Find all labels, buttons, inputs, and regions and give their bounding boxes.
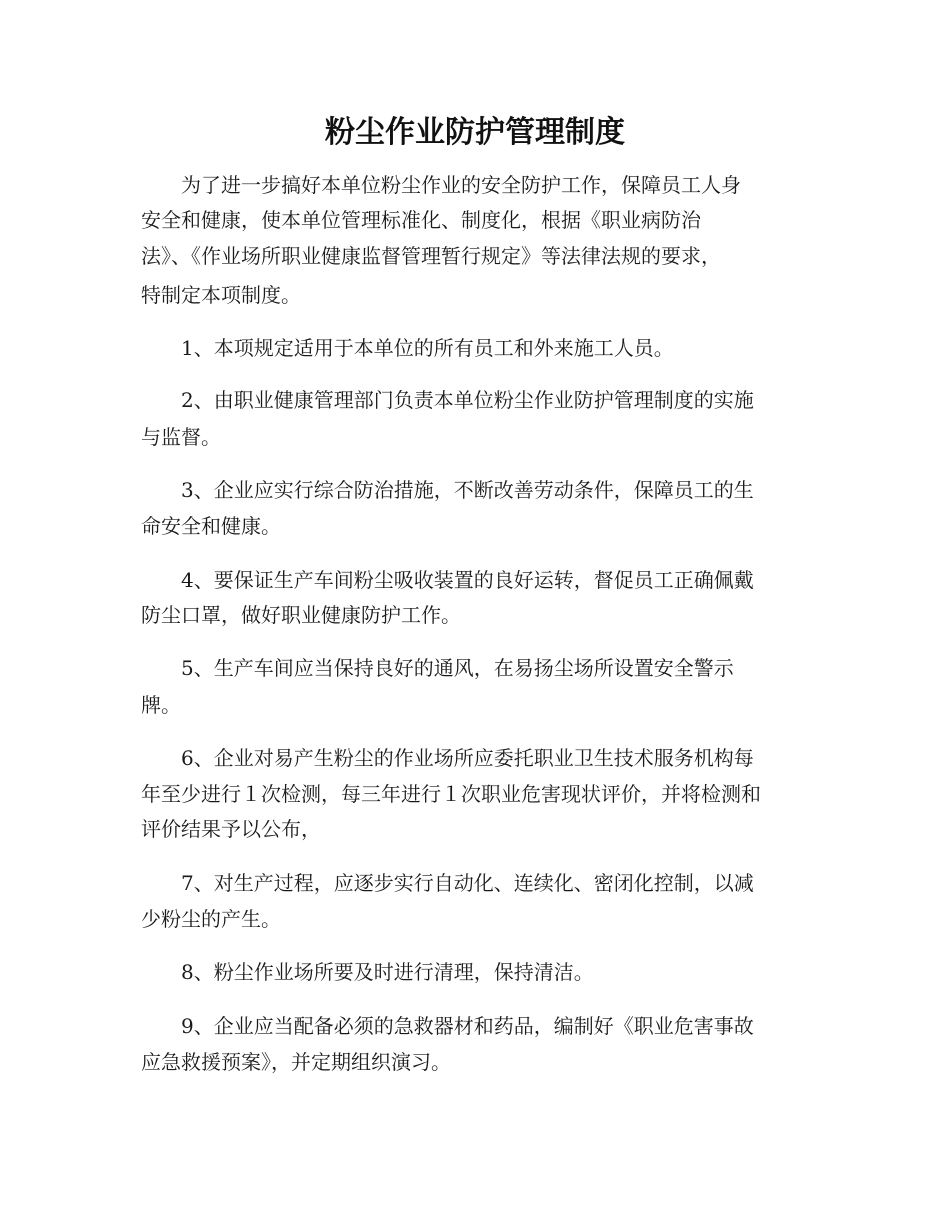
- intro-line: 特制定本项制度。: [141, 283, 301, 307]
- item-3-line: 3、企业应实行综合防治措施，不断改善劳动条件，保障员工的生: [181, 478, 754, 502]
- item-5-line: 牌。: [141, 693, 181, 717]
- item-3-line: 命安全和健康。: [141, 514, 281, 538]
- item-1-line: 1、本项规定适用于本单位的所有员工和外来施工人员。: [181, 336, 674, 360]
- item-6-line: 6、企业对易产生粉尘的作业场所应委托职业卫生技术服务机构每: [181, 746, 754, 770]
- item-7-line: 少粉尘的产生。: [141, 907, 281, 931]
- item-8-line: 8、粉尘作业场所要及时进行清理，保持清洁。: [181, 960, 594, 984]
- item-9-line: 应急救援预案》，并定期组织演习。: [141, 1050, 451, 1074]
- document-title: 粉尘作业防护管理制度: [325, 115, 625, 150]
- item-6-line: 评价结果予以公布，: [141, 817, 321, 841]
- item-6-line: 年至少进行１次检测，每三年进行１次职业危害现状评价，并将检测和: [141, 782, 761, 806]
- item-9-line: 9、企业应当配备必须的急救器材和药品，编制好《职业危害事故: [181, 1014, 754, 1038]
- item-4-line: 防尘口罩，做好职业健康防护工作。: [141, 603, 461, 627]
- item-2-line: 2、由职业健康管理部门负责本单位粉尘作业防护管理制度的实施: [181, 388, 754, 412]
- item-7-line: 7、对生产过程，应逐步实行自动化、连续化、密闭化控制，以减: [181, 871, 754, 895]
- item-5-line: 5、生产车间应当保持良好的通风，在易扬尘场所设置安全警示: [181, 656, 734, 680]
- intro-line: 安全和健康，使本单位管理标准化、制度化，根据《职业病防治: [141, 208, 701, 232]
- item-4-line: 4、要保证生产车间粉尘吸收装置的良好运转，督促员工正确佩戴: [181, 568, 754, 592]
- intro-line: 法》、《作业场所职业健康监督管理暂行规定》等法律法规的要求，: [141, 244, 721, 268]
- item-2-line: 与监督。: [141, 425, 221, 449]
- intro-line: 为了进一步搞好本单位粉尘作业的安全防护工作，保障员工人身: [181, 173, 741, 197]
